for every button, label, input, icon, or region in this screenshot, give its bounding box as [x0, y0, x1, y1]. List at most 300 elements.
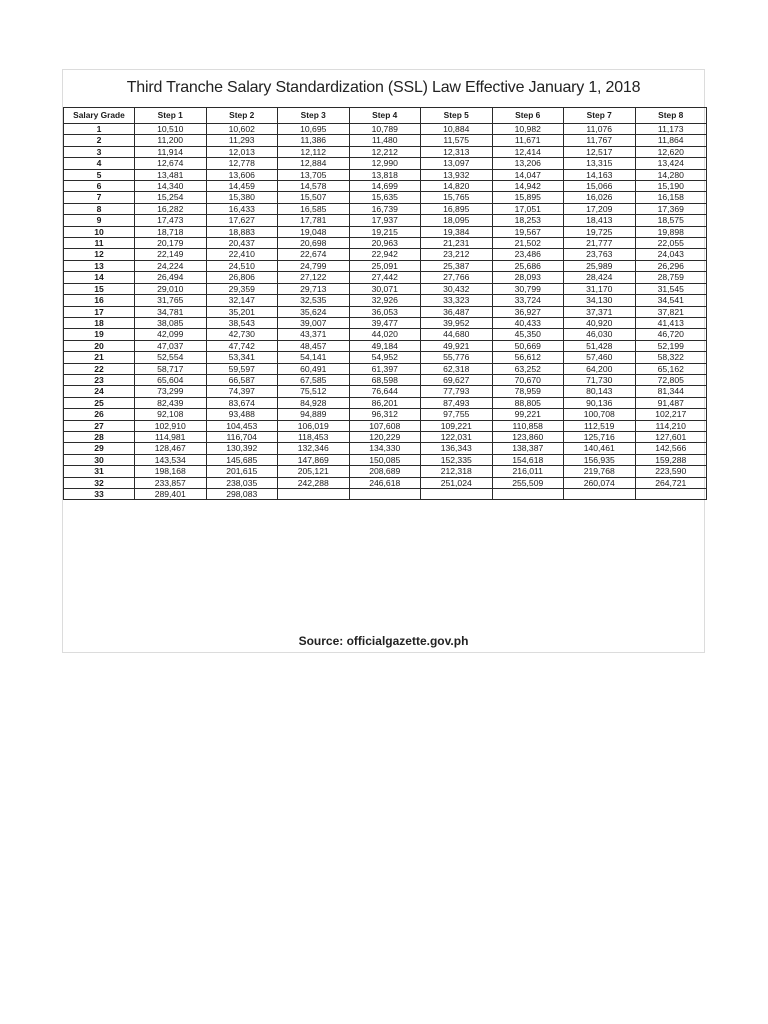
table-row — [64, 181, 707, 192]
salary-value-cell: 150,085 — [349, 454, 421, 465]
salary-value-cell: 13,315 — [564, 158, 636, 169]
salary-value-cell: 145,685 — [206, 454, 278, 465]
salary-value-cell: 255,509 — [492, 477, 564, 488]
salary-value-cell: 18,413 — [564, 215, 636, 226]
table-row — [64, 363, 707, 374]
salary-grade-cell: 6 — [64, 181, 135, 192]
source-note: Source: officialgazette.gov.ph — [298, 634, 469, 648]
salary-value-cell: 52,199 — [635, 340, 707, 351]
salary-value-cell: 19,725 — [564, 226, 636, 237]
table-row — [64, 466, 707, 477]
salary-grade-cell: 17 — [64, 306, 135, 317]
salary-value-cell: 24,799 — [278, 260, 350, 271]
salary-value-cell: 154,618 — [492, 454, 564, 465]
salary-value-cell: 114,981 — [135, 431, 207, 442]
salary-value-cell: 94,889 — [278, 409, 350, 420]
salary-value-cell: 13,932 — [421, 169, 493, 180]
salary-value-cell: 11,575 — [421, 135, 493, 146]
salary-value-cell: 208,689 — [349, 466, 421, 477]
salary-value-cell — [564, 489, 636, 500]
salary-value-cell: 50,669 — [492, 340, 564, 351]
salary-value-cell: 10,695 — [278, 124, 350, 135]
salary-value-cell: 159,288 — [635, 454, 707, 465]
salary-value-cell: 17,627 — [206, 215, 278, 226]
salary-grade-cell: 5 — [64, 169, 135, 180]
salary-value-cell: 32,926 — [349, 295, 421, 306]
salary-value-cell: 242,288 — [278, 477, 350, 488]
salary-value-cell: 15,066 — [564, 181, 636, 192]
salary-value-cell: 36,053 — [349, 306, 421, 317]
salary-value-cell: 12,674 — [135, 158, 207, 169]
salary-value-cell: 39,952 — [421, 317, 493, 328]
salary-value-cell: 46,030 — [564, 329, 636, 340]
salary-value-cell: 31,170 — [564, 283, 636, 294]
salary-value-cell: 42,730 — [206, 329, 278, 340]
salary-grade-cell: 13 — [64, 260, 135, 271]
salary-grade-cell: 11 — [64, 238, 135, 249]
salary-value-cell: 36,927 — [492, 306, 564, 317]
salary-value-cell: 10,884 — [421, 124, 493, 135]
table-row — [64, 340, 707, 351]
salary-value-cell: 21,231 — [421, 238, 493, 249]
salary-value-cell: 19,567 — [492, 226, 564, 237]
salary-value-cell: 68,598 — [349, 374, 421, 385]
salary-value-cell: 88,805 — [492, 397, 564, 408]
salary-value-cell: 30,799 — [492, 283, 564, 294]
salary-value-cell: 12,620 — [635, 146, 707, 157]
column-header-step-1: Step 1 — [135, 108, 207, 124]
salary-value-cell: 15,507 — [278, 192, 350, 203]
table-row — [64, 158, 707, 169]
salary-grade-cell: 12 — [64, 249, 135, 260]
salary-value-cell: 26,494 — [135, 272, 207, 283]
salary-value-cell: 36,487 — [421, 306, 493, 317]
salary-value-cell: 112,519 — [564, 420, 636, 431]
salary-value-cell: 29,359 — [206, 283, 278, 294]
column-header-step-6: Step 6 — [492, 108, 564, 124]
salary-value-cell: 80,143 — [564, 386, 636, 397]
salary-value-cell: 116,704 — [206, 431, 278, 442]
salary-value-cell — [421, 489, 493, 500]
salary-value-cell: 97,755 — [421, 409, 493, 420]
salary-value-cell: 53,341 — [206, 352, 278, 363]
salary-value-cell: 132,346 — [278, 443, 350, 454]
salary-value-cell: 16,026 — [564, 192, 636, 203]
salary-value-cell: 33,724 — [492, 295, 564, 306]
salary-value-cell: 64,200 — [564, 363, 636, 374]
salary-value-cell: 35,624 — [278, 306, 350, 317]
salary-value-cell: 49,921 — [421, 340, 493, 351]
salary-value-cell: 54,952 — [349, 352, 421, 363]
salary-value-cell: 99,221 — [492, 409, 564, 420]
column-header-step-8: Step 8 — [635, 108, 707, 124]
table-row — [64, 317, 707, 328]
salary-value-cell: 30,071 — [349, 283, 421, 294]
salary-value-cell: 13,481 — [135, 169, 207, 180]
salary-value-cell: 29,713 — [278, 283, 350, 294]
table-header — [64, 108, 707, 124]
salary-value-cell: 147,869 — [278, 454, 350, 465]
salary-value-cell: 19,048 — [278, 226, 350, 237]
salary-grade-cell: 21 — [64, 352, 135, 363]
salary-value-cell: 11,480 — [349, 135, 421, 146]
salary-value-cell: 107,608 — [349, 420, 421, 431]
salary-value-cell: 21,502 — [492, 238, 564, 249]
salary-value-cell: 22,942 — [349, 249, 421, 260]
salary-value-cell: 20,437 — [206, 238, 278, 249]
salary-value-cell: 136,343 — [421, 443, 493, 454]
table-row — [64, 215, 707, 226]
salary-value-cell: 31,545 — [635, 283, 707, 294]
salary-value-cell: 38,543 — [206, 317, 278, 328]
salary-grade-cell: 28 — [64, 431, 135, 442]
salary-value-cell: 128,467 — [135, 443, 207, 454]
salary-value-cell: 14,280 — [635, 169, 707, 180]
salary-value-cell: 84,928 — [278, 397, 350, 408]
salary-value-cell: 18,253 — [492, 215, 564, 226]
salary-value-cell: 100,708 — [564, 409, 636, 420]
salary-value-cell: 110,858 — [492, 420, 564, 431]
salary-value-cell: 17,937 — [349, 215, 421, 226]
salary-grade-cell: 18 — [64, 317, 135, 328]
salary-value-cell: 22,410 — [206, 249, 278, 260]
salary-value-cell: 11,671 — [492, 135, 564, 146]
salary-value-cell: 104,453 — [206, 420, 278, 431]
salary-value-cell: 56,612 — [492, 352, 564, 363]
salary-value-cell: 35,201 — [206, 306, 278, 317]
table-row — [64, 477, 707, 488]
salary-value-cell: 24,043 — [635, 249, 707, 260]
salary-value-cell: 20,698 — [278, 238, 350, 249]
salary-value-cell: 18,575 — [635, 215, 707, 226]
salary-value-cell: 75,512 — [278, 386, 350, 397]
salary-value-cell: 11,200 — [135, 135, 207, 146]
salary-value-cell: 46,720 — [635, 329, 707, 340]
salary-value-cell: 23,486 — [492, 249, 564, 260]
salary-value-cell: 11,864 — [635, 135, 707, 146]
salary-grade-cell: 3 — [64, 146, 135, 157]
salary-value-cell: 15,190 — [635, 181, 707, 192]
table-row — [64, 146, 707, 157]
salary-value-cell: 40,433 — [492, 317, 564, 328]
table-row — [64, 420, 707, 431]
salary-value-cell: 19,384 — [421, 226, 493, 237]
table-row — [64, 295, 707, 306]
column-header-salary-grade: Salary Grade — [64, 108, 135, 124]
salary-value-cell: 12,884 — [278, 158, 350, 169]
salary-value-cell: 27,766 — [421, 272, 493, 283]
salary-value-cell: 212,318 — [421, 466, 493, 477]
table-row — [64, 386, 707, 397]
salary-value-cell: 156,935 — [564, 454, 636, 465]
salary-value-cell: 120,229 — [349, 431, 421, 442]
salary-value-cell: 25,686 — [492, 260, 564, 271]
salary-value-cell: 65,162 — [635, 363, 707, 374]
salary-value-cell: 16,895 — [421, 203, 493, 214]
salary-grade-cell: 22 — [64, 363, 135, 374]
table-row — [64, 454, 707, 465]
salary-grade-cell: 33 — [64, 489, 135, 500]
salary-value-cell: 96,312 — [349, 409, 421, 420]
salary-value-cell: 289,401 — [135, 489, 207, 500]
salary-value-cell: 76,644 — [349, 386, 421, 397]
salary-value-cell: 122,031 — [421, 431, 493, 442]
salary-value-cell: 25,387 — [421, 260, 493, 271]
salary-value-cell — [278, 489, 350, 500]
salary-value-cell: 19,215 — [349, 226, 421, 237]
salary-value-cell: 13,206 — [492, 158, 564, 169]
salary-value-cell: 40,920 — [564, 317, 636, 328]
header-row — [64, 108, 707, 124]
salary-value-cell: 260,074 — [564, 477, 636, 488]
salary-value-cell: 38,085 — [135, 317, 207, 328]
salary-value-cell: 86,201 — [349, 397, 421, 408]
salary-value-cell: 20,179 — [135, 238, 207, 249]
salary-value-cell: 13,424 — [635, 158, 707, 169]
salary-grade-cell: 7 — [64, 192, 135, 203]
salary-value-cell: 48,457 — [278, 340, 350, 351]
salary-grade-cell: 23 — [64, 374, 135, 385]
salary-value-cell: 10,510 — [135, 124, 207, 135]
salary-grade-cell: 8 — [64, 203, 135, 214]
salary-value-cell: 10,789 — [349, 124, 421, 135]
salary-value-cell: 16,433 — [206, 203, 278, 214]
salary-value-cell: 82,439 — [135, 397, 207, 408]
table-row — [64, 409, 707, 420]
salary-value-cell: 27,122 — [278, 272, 350, 283]
salary-value-cell: 69,627 — [421, 374, 493, 385]
salary-grade-cell: 10 — [64, 226, 135, 237]
salary-value-cell: 27,442 — [349, 272, 421, 283]
salary-value-cell: 26,806 — [206, 272, 278, 283]
salary-value-cell: 12,313 — [421, 146, 493, 157]
salary-value-cell: 15,380 — [206, 192, 278, 203]
salary-value-cell: 14,820 — [421, 181, 493, 192]
table-row — [64, 135, 707, 146]
salary-value-cell: 45,350 — [492, 329, 564, 340]
salary-value-cell: 13,818 — [349, 169, 421, 180]
salary-value-cell: 17,473 — [135, 215, 207, 226]
column-header-step-3: Step 3 — [278, 108, 350, 124]
salary-value-cell: 54,141 — [278, 352, 350, 363]
table-row — [64, 352, 707, 363]
salary-value-cell: 65,604 — [135, 374, 207, 385]
salary-value-cell: 233,857 — [135, 477, 207, 488]
salary-value-cell: 32,535 — [278, 295, 350, 306]
table-row — [64, 226, 707, 237]
salary-value-cell: 114,210 — [635, 420, 707, 431]
salary-value-cell: 60,491 — [278, 363, 350, 374]
table-row — [64, 192, 707, 203]
column-header-step-2: Step 2 — [206, 108, 278, 124]
salary-value-cell: 33,323 — [421, 295, 493, 306]
salary-value-cell: 12,212 — [349, 146, 421, 157]
salary-value-cell: 34,541 — [635, 295, 707, 306]
salary-value-cell: 59,597 — [206, 363, 278, 374]
salary-value-cell: 16,585 — [278, 203, 350, 214]
table-row — [64, 249, 707, 260]
table-body — [64, 124, 707, 500]
table-row — [64, 374, 707, 385]
salary-value-cell: 41,413 — [635, 317, 707, 328]
table-row — [64, 329, 707, 340]
table-row — [64, 124, 707, 135]
salary-value-cell: 143,534 — [135, 454, 207, 465]
salary-value-cell — [635, 489, 707, 500]
salary-value-cell: 39,007 — [278, 317, 350, 328]
salary-value-cell: 22,149 — [135, 249, 207, 260]
salary-value-cell: 15,635 — [349, 192, 421, 203]
salary-value-cell: 238,035 — [206, 477, 278, 488]
salary-value-cell: 22,055 — [635, 238, 707, 249]
salary-grade-cell: 27 — [64, 420, 135, 431]
salary-value-cell: 87,493 — [421, 397, 493, 408]
salary-value-cell: 18,718 — [135, 226, 207, 237]
salary-value-cell: 109,221 — [421, 420, 493, 431]
table-row — [64, 283, 707, 294]
salary-value-cell: 12,778 — [206, 158, 278, 169]
salary-value-cell: 49,184 — [349, 340, 421, 351]
salary-grade-cell: 15 — [64, 283, 135, 294]
table-row — [64, 489, 707, 500]
salary-value-cell: 17,051 — [492, 203, 564, 214]
salary-value-cell: 43,371 — [278, 329, 350, 340]
salary-value-cell: 18,095 — [421, 215, 493, 226]
salary-value-cell: 10,982 — [492, 124, 564, 135]
salary-value-cell: 15,895 — [492, 192, 564, 203]
salary-value-cell: 12,990 — [349, 158, 421, 169]
column-header-step-7: Step 7 — [564, 108, 636, 124]
salary-grade-cell: 30 — [64, 454, 135, 465]
salary-value-cell: 13,606 — [206, 169, 278, 180]
salary-value-cell — [492, 489, 564, 500]
salary-value-cell: 57,460 — [564, 352, 636, 363]
salary-grade-cell: 19 — [64, 329, 135, 340]
salary-value-cell: 11,293 — [206, 135, 278, 146]
salary-value-cell: 152,335 — [421, 454, 493, 465]
column-header-step-4: Step 4 — [349, 108, 421, 124]
salary-value-cell: 26,296 — [635, 260, 707, 271]
salary-value-cell: 62,318 — [421, 363, 493, 374]
salary-value-cell: 16,739 — [349, 203, 421, 214]
salary-value-cell: 251,024 — [421, 477, 493, 488]
salary-value-cell: 14,340 — [135, 181, 207, 192]
salary-value-cell: 23,763 — [564, 249, 636, 260]
salary-value-cell: 11,386 — [278, 135, 350, 146]
salary-grade-cell: 32 — [64, 477, 135, 488]
table-row — [64, 169, 707, 180]
salary-value-cell: 123,860 — [492, 431, 564, 442]
salary-value-cell: 71,730 — [564, 374, 636, 385]
salary-value-cell: 13,097 — [421, 158, 493, 169]
salary-value-cell: 11,173 — [635, 124, 707, 135]
salary-value-cell: 12,517 — [564, 146, 636, 157]
salary-value-cell: 10,602 — [206, 124, 278, 135]
salary-value-cell: 32,147 — [206, 295, 278, 306]
salary-grade-cell: 2 — [64, 135, 135, 146]
salary-value-cell: 31,765 — [135, 295, 207, 306]
salary-value-cell: 67,585 — [278, 374, 350, 385]
salary-value-cell: 47,742 — [206, 340, 278, 351]
salary-value-cell: 72,805 — [635, 374, 707, 385]
salary-value-cell: 205,121 — [278, 466, 350, 477]
document-title: Third Tranche Salary Standardization (SSL) Law Effective January 1, 2018 — [126, 79, 641, 96]
salary-grade-cell: 14 — [64, 272, 135, 283]
salary-value-cell: 14,699 — [349, 181, 421, 192]
salary-value-cell: 70,670 — [492, 374, 564, 385]
salary-value-cell: 106,019 — [278, 420, 350, 431]
salary-value-cell: 37,371 — [564, 306, 636, 317]
salary-value-cell: 28,093 — [492, 272, 564, 283]
salary-value-cell: 11,076 — [564, 124, 636, 135]
salary-value-cell: 66,587 — [206, 374, 278, 385]
salary-value-cell: 24,510 — [206, 260, 278, 271]
salary-value-cell: 73,299 — [135, 386, 207, 397]
salary-value-cell: 12,013 — [206, 146, 278, 157]
salary-value-cell: 63,252 — [492, 363, 564, 374]
table-row — [64, 203, 707, 214]
salary-value-cell: 14,578 — [278, 181, 350, 192]
salary-grade-cell: 9 — [64, 215, 135, 226]
salary-value-cell: 91,487 — [635, 397, 707, 408]
salary-value-cell: 216,011 — [492, 466, 564, 477]
salary-value-cell: 83,674 — [206, 397, 278, 408]
salary-value-cell: 25,989 — [564, 260, 636, 271]
salary-value-cell: 12,414 — [492, 146, 564, 157]
salary-value-cell: 30,432 — [421, 283, 493, 294]
salary-value-cell: 14,942 — [492, 181, 564, 192]
table-row — [64, 431, 707, 442]
salary-table-document — [62, 69, 705, 653]
salary-value-cell: 93,488 — [206, 409, 278, 420]
salary-value-cell: 14,047 — [492, 169, 564, 180]
salary-value-cell: 51,428 — [564, 340, 636, 351]
salary-value-cell: 140,461 — [564, 443, 636, 454]
salary-value-cell: 223,590 — [635, 466, 707, 477]
salary-value-cell: 15,765 — [421, 192, 493, 203]
salary-value-cell: 52,554 — [135, 352, 207, 363]
salary-value-cell: 11,767 — [564, 135, 636, 146]
salary-value-cell: 138,387 — [492, 443, 564, 454]
salary-value-cell: 58,322 — [635, 352, 707, 363]
salary-value-cell: 22,674 — [278, 249, 350, 260]
salary-value-cell: 44,020 — [349, 329, 421, 340]
salary-value-cell: 92,108 — [135, 409, 207, 420]
salary-value-cell: 134,330 — [349, 443, 421, 454]
salary-value-cell: 13,705 — [278, 169, 350, 180]
salary-value-cell: 78,959 — [492, 386, 564, 397]
salary-value-cell: 198,168 — [135, 466, 207, 477]
salary-grade-cell: 16 — [64, 295, 135, 306]
salary-value-cell: 58,717 — [135, 363, 207, 374]
salary-value-cell: 77,793 — [421, 386, 493, 397]
salary-schedule-table — [63, 107, 707, 500]
salary-value-cell: 118,453 — [278, 431, 350, 442]
salary-value-cell: 201,615 — [206, 466, 278, 477]
salary-value-cell: 28,424 — [564, 272, 636, 283]
salary-value-cell: 298,083 — [206, 489, 278, 500]
salary-value-cell: 125,716 — [564, 431, 636, 442]
salary-value-cell: 18,883 — [206, 226, 278, 237]
salary-value-cell: 42,099 — [135, 329, 207, 340]
salary-value-cell: 14,163 — [564, 169, 636, 180]
salary-grade-cell: 20 — [64, 340, 135, 351]
salary-value-cell: 11,914 — [135, 146, 207, 157]
salary-grade-cell: 1 — [64, 124, 135, 135]
salary-value-cell: 14,459 — [206, 181, 278, 192]
salary-value-cell: 25,091 — [349, 260, 421, 271]
salary-grade-cell: 31 — [64, 466, 135, 477]
